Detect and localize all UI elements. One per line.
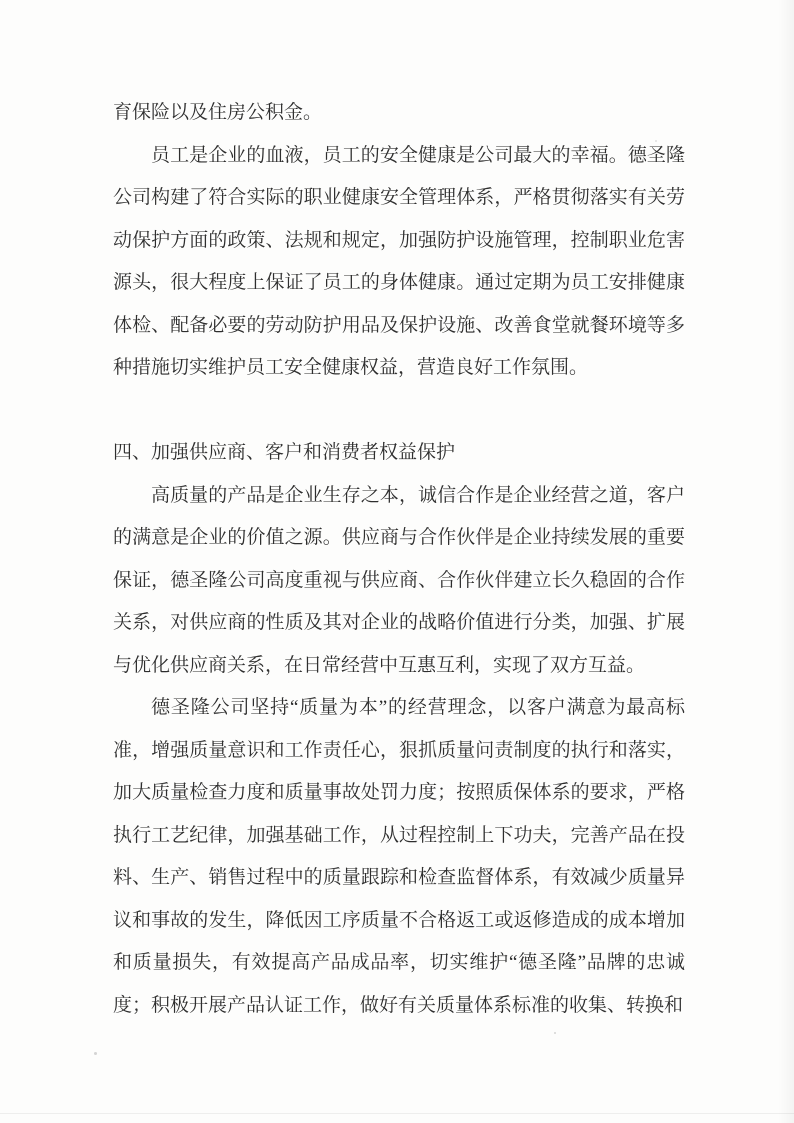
scan-speck: [554, 1032, 556, 1034]
document-content: [113, 92, 685, 1027]
body-paragraph: 德圣隆公司坚持“质量为本”的经营理念，以客户满意为最高标准，增强质量意识和工作责任心，狠抓质量问责制度的执行和落实，加大质量检查力度和质量事故处罚力度；按照质保体系的要求，严格执行工艺纪律，加强基础工作，从过程控制上下功夫，完善产品在投料、生产、销售过程中的质量跟踪和检查监督体系，有效减少质量异议和事故的发生，降低因工序质量不合格返工或返修造成的成本增加和质量损失，有效提高产品成品率，切实维护“德圣隆”品牌的忠诚度；积极开展产品认证工作，做好有关质量体系标准的收集、转换和: [113, 697, 685, 1016]
body-paragraph: 育保险以及住房公积金。: [113, 102, 323, 123]
scan-speck: [94, 1052, 97, 1055]
body-paragraph: 高质量的产品是企业生存之本，诚信合作是企业经营之道，客户的满意是企业的价值之源。供应商与合作伙伴是企业持续发展的重要保证，德圣隆公司高度重视与供应商、合作伙伴建立长久稳固的合作关系，对供应商的性质及其对企业的战略价值进行分类，加强、扩展与优化供应商关系，在日常经营中互惠互利，实现了双方互益。: [113, 484, 685, 676]
body-paragraph: 员工是企业的血液，员工的安全健康是公司最大的幸福。德圣隆公司构建了符合实际的职业健康安全管理体系，严格贯彻落实有关劳动保护方面的政策、法规和规定，加强防护设施管理，控制职业危害源头，很大程度上保证了员工的身体健康。通过定期为员工安排健康体检、配备必要的劳动防护用品及保护设施、改善食堂就餐环境等多种措施切实维护员工安全健康权益，营造良好工作氛围。: [113, 144, 685, 378]
section-heading: 四、加强供应商、客户和消费者权益保护: [113, 442, 456, 463]
paragraph-spacer: [113, 390, 685, 433]
